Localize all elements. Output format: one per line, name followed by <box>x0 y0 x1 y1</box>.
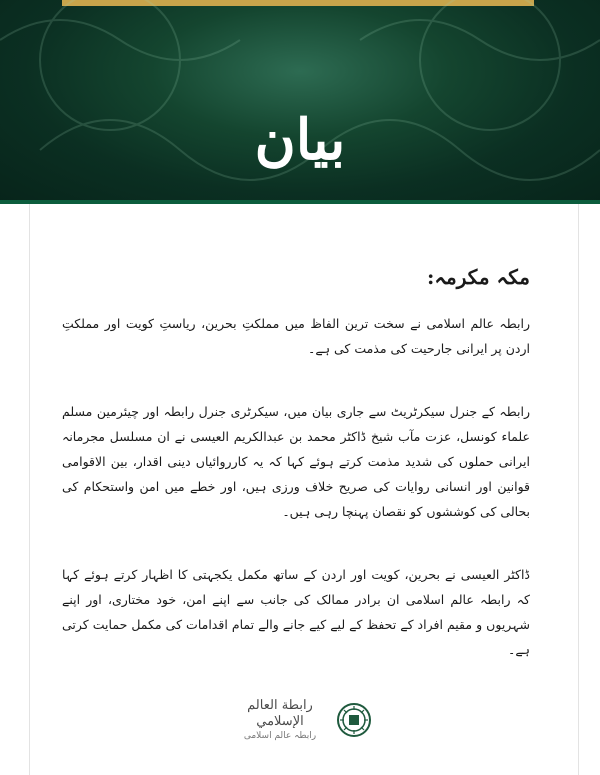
paragraph-2: رابطہ کے جنرل سیکرٹریٹ سے جاری بیان میں، سیکرٹری جنرل رابطہ اور چیئرمین مسلم علماء کونسل، عزت مآب شیخ ڈاکٹر محمد بن عبدالکریم العیسی نے ان مسلسل مجرمانہ ایرانی حملوں کی شدید مذمت کرتے ہوئے کہا کہ یہ کارروائیاں دینی اقدار، بین الاقوامی قوانین اور انسانی روایات کی صریح خلاف ورزی ہیں، اور خطے میں امن واستحکام کی بحالی کی کوششوں کو نقصان پہنچا رہی ہیں۔ <box>62 404 530 519</box>
statement-body <box>62 265 530 700</box>
dateline: مکہ مکرمہ: <box>426 265 530 289</box>
organization-logo <box>228 700 373 740</box>
paragraph-1: رابطہ عالم اسلامی نے سخت ترین الفاظ میں مملکتِ بحرین، ریاستِ کویت اور مملکتِ اردن پر ایرانی جارحیت کی مذمت کی ہے۔ <box>62 316 530 356</box>
paragraph-3: ڈاکٹر العیسی نے بحرین، کویت اور اردن کے ساتھ مکمل یکجہتی کا اظہار کرتے ہوئے کہا کہ رابطہ عالم اسلامی ان برادر ممالک کی جانب سے اپنے امن، خود مختاری، اور اپنے شہریوں و مقیم افراد کے تحفظ کے لیے کیے جانے والے تمام اقدامات کی مکمل حمایت کرتی ہے۔ <box>62 567 530 657</box>
header-pattern <box>0 0 600 204</box>
header-banner <box>0 0 600 204</box>
logo-org-name: رابطة العالم الإسلامي <box>247 698 313 729</box>
page-title: بیان <box>254 107 346 173</box>
emblem-icon <box>336 702 372 738</box>
logo-org-name-urdu: رابطہ عالم اسلامی <box>243 731 317 741</box>
logo-text <box>228 698 332 742</box>
